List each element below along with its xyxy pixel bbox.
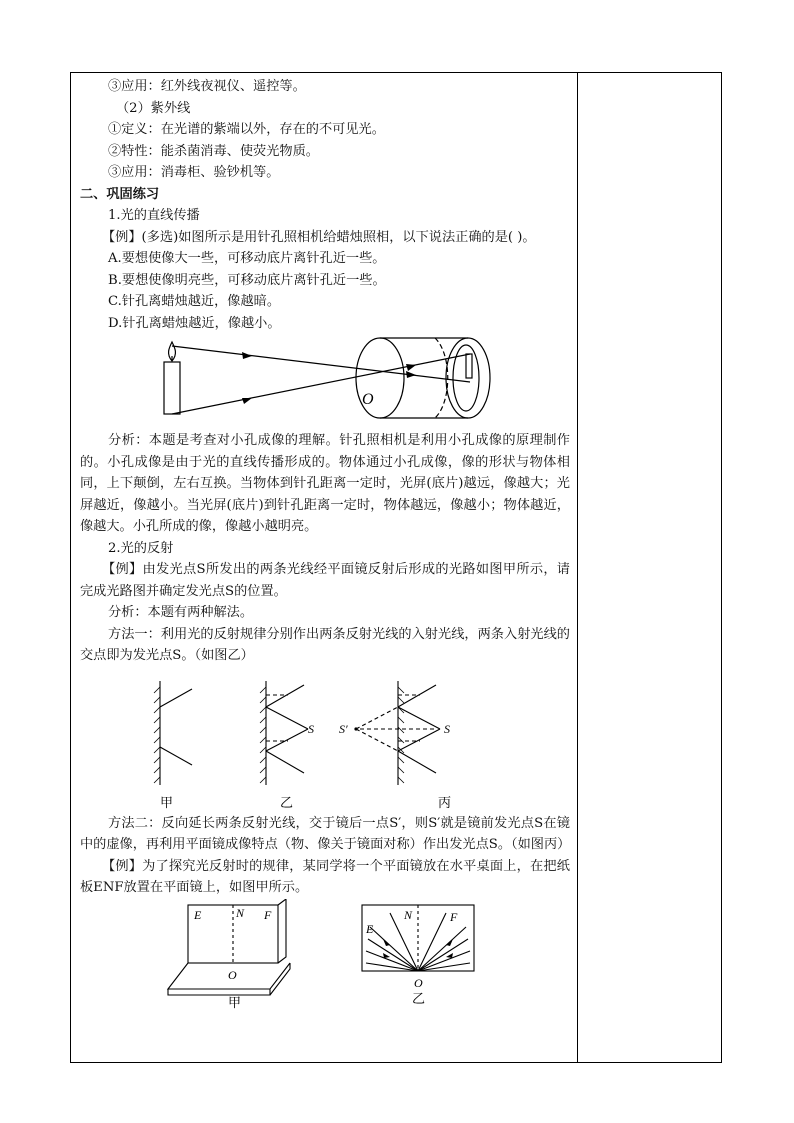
ultraviolet-application: ③应用：消毒柜、验钞机等。: [108, 165, 280, 180]
analysis-reflection: 分析：本题有两种解法。: [108, 605, 254, 620]
reflection-board-figure: [80, 899, 570, 1009]
board2-label-o: O: [414, 975, 423, 990]
method-one: 方法一：利用光的反射规律分别作出两条反射光线的入射光线，两条入射光线的交点即为发光点S。（如图乙）: [80, 626, 570, 663]
board2-label-n: N: [404, 907, 413, 922]
board-label-o: O: [228, 967, 237, 982]
board-caption-jia: 甲: [228, 995, 242, 1009]
lesson-content: [80, 76, 570, 1009]
section-heading-practice: 二、巩固练习: [80, 186, 160, 202]
subheading-straight-line: 1.光的直线传播: [108, 208, 200, 223]
caption-jia: 甲: [160, 795, 174, 811]
ultraviolet-property: ②特性：能杀菌消毒、使荧光物质。: [108, 143, 319, 159]
caption-bing: 丙: [438, 795, 452, 811]
caption-yi: 乙: [280, 795, 294, 811]
mirror-diagrams: [80, 667, 570, 813]
mirror-figures: [80, 667, 570, 813]
analysis-pinhole: 分析：本题是考查对小孔成像的理解。针孔照相机是利用小孔成像的原理制作的。小孔成像是由于光的直线传播形成的。物体通过小孔成像，像的形状与物体相同，上下颠倒，左右互换。当物体到针孔距离一定时，光屏(底片)越远，像越大；光屏越近，像越小。当光屏(底片)到针孔距离一定时，物体越远，像越小；物体越近，像越大。小孔所成的像，像越小越明亮。: [80, 433, 570, 534]
board2-label-e: E: [366, 921, 374, 936]
option-d: D.针孔离蜡烛越近，像越小。: [108, 315, 281, 331]
pinhole-label-o: O: [362, 391, 374, 408]
board-label-e: E: [194, 907, 202, 922]
board2-label-f: F: [450, 909, 458, 924]
method-two: 方法二：反向延长两条反射光线，交于镜后一点S′，则S′就是镜前发光点S在镜中的虚像，再利用平面镜成像特点（物、像关于镜面对称）作出发光点S。（如图丙）: [80, 815, 571, 852]
pinhole-camera-figure: [80, 334, 570, 430]
option-a: A.要想使像大一些，可移动底片离针孔近一些。: [108, 251, 386, 266]
label-s-bing: S: [444, 721, 450, 736]
label-s-prime: S′: [339, 721, 348, 736]
option-c: C.针孔离蜡烛越近，像越暗。: [108, 294, 281, 309]
board2-caption-yi: 乙: [412, 991, 426, 1007]
example1-question: 【例】(多选)如图所示是用针孔照相机给蜡烛照相，以下说法正确的是( )。: [102, 229, 536, 245]
label-s-yi: S: [308, 721, 314, 736]
option-b: B.要想使像明亮些，可移动底片离针孔近一些。: [108, 272, 386, 288]
example3-question: 【例】为了探究光反射时的规律，某同学将一个平面镜放在水平桌面上，在把纸板ENF放置在平面镜上，如图甲所示。: [80, 858, 570, 895]
board-label-f: F: [264, 907, 272, 922]
subheading-reflection: 2.光的反射: [108, 540, 174, 556]
example2-question: 【例】由发光点S所发出的两条光线经平面镜反射后形成的光路如图甲所示，请完成光路图并确定发光点S的位置。: [80, 562, 570, 599]
ultraviolet-heading: （2）紫外线: [116, 100, 191, 116]
ultraviolet-definition: ①定义：在光谱的紫端以外，存在的不可见光。: [108, 122, 385, 137]
table-column-divider: [577, 72, 578, 1063]
pinhole-camera-diagram: [80, 334, 570, 430]
reflection-board-diagram: [80, 899, 570, 1009]
infrared-application: ③应用：红外线夜视仪、遥控等。: [108, 79, 306, 94]
board-label-n: N: [236, 905, 245, 920]
